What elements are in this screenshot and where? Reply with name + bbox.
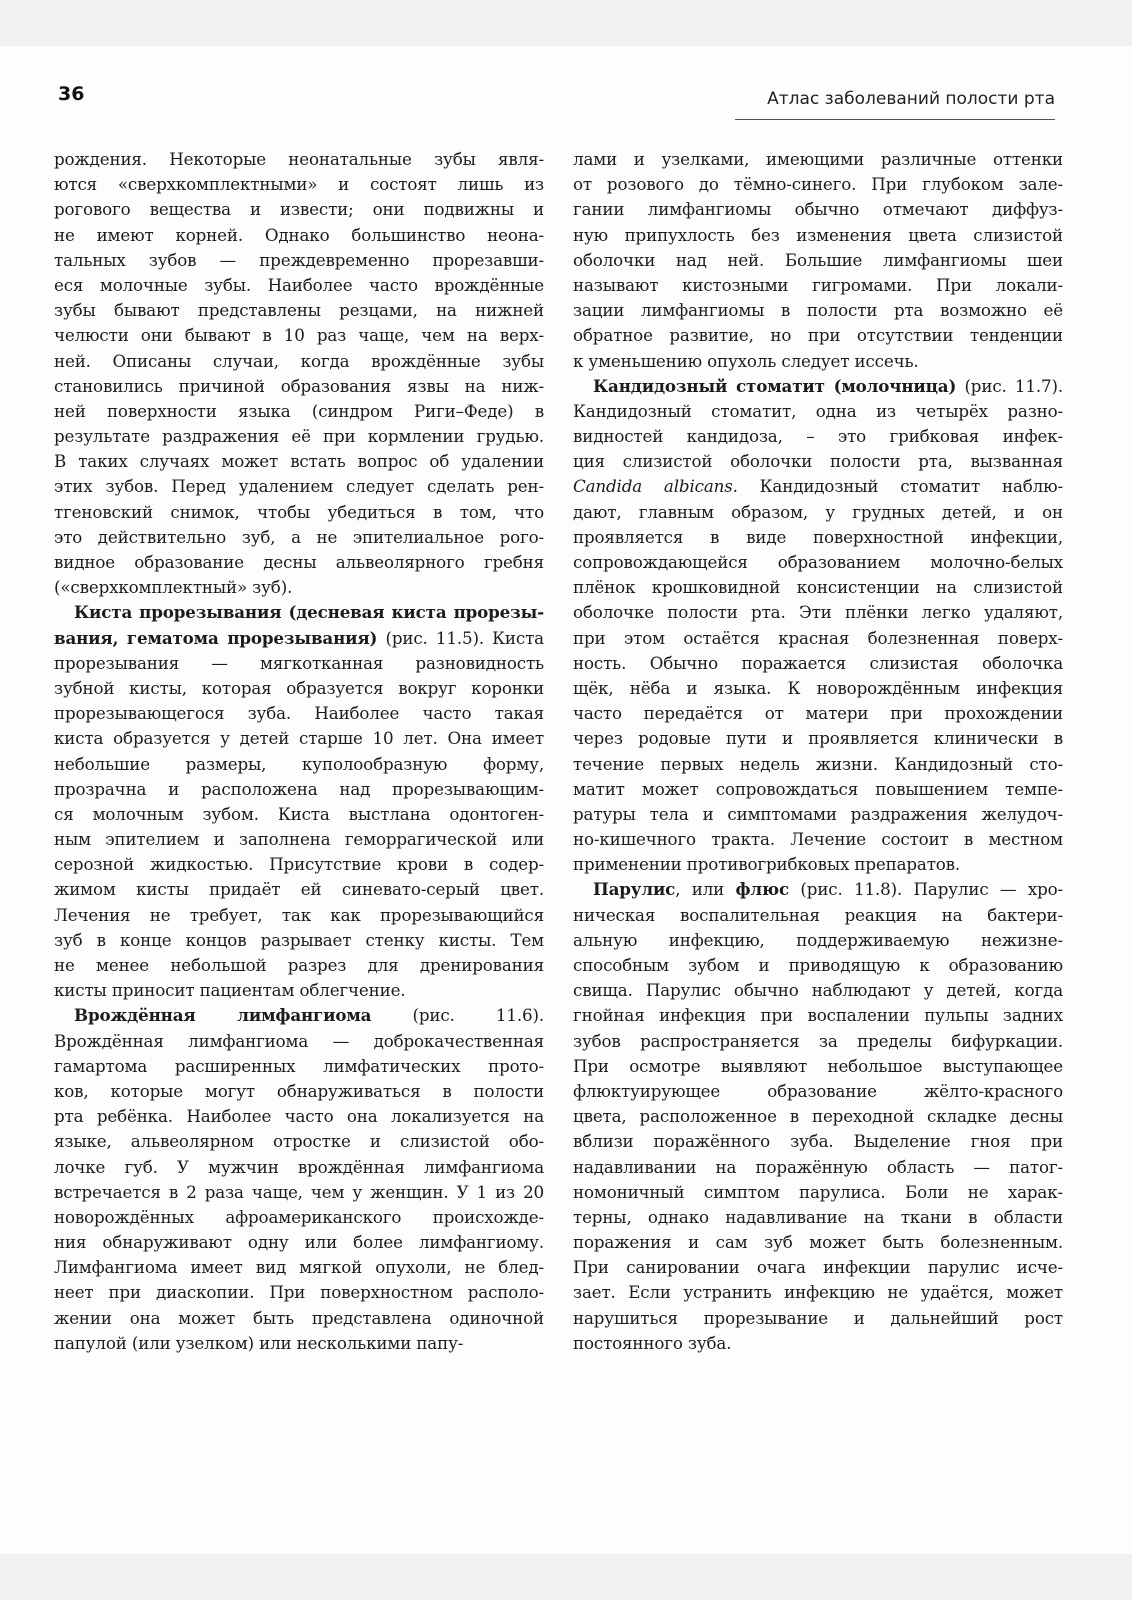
text-line bbox=[573, 1029, 1063, 1054]
bold-term: Врождённая лимфангиома bbox=[74, 1005, 372, 1026]
text-run: небольшие размеры, куполообразную форму, bbox=[54, 753, 544, 774]
text-line bbox=[54, 1129, 544, 1154]
text-run: через родовые пути и проявляется клинически в bbox=[573, 728, 1063, 749]
text-run: становились причиной образования язвы на ниж- bbox=[54, 375, 544, 396]
text-line bbox=[54, 248, 544, 273]
text-line bbox=[54, 525, 544, 550]
text-line bbox=[573, 474, 1063, 499]
italic-term: Candida albicans. bbox=[573, 476, 738, 497]
text-line bbox=[54, 1155, 544, 1180]
text-line bbox=[54, 852, 544, 877]
text-run: видное образование десны альвеолярного гребня bbox=[54, 552, 544, 572]
text-run: способным зубом и приводящую к образованию bbox=[573, 955, 1063, 975]
text-run: ней. Описаны случаи, когда врождённые зубы bbox=[54, 350, 544, 371]
text-run: серозной жидкостью. Присутствие крови в содер- bbox=[54, 854, 544, 875]
text-line bbox=[573, 777, 1063, 802]
bold-term: флюс bbox=[735, 879, 790, 900]
text-line bbox=[573, 1155, 1063, 1180]
text-line bbox=[573, 928, 1063, 953]
text-line bbox=[573, 374, 1063, 399]
text-run: поражения и сам зуб может быть болезненным. bbox=[573, 1232, 1063, 1253]
text-run: встречается в 2 раза чаще, чем у женщин. У 1 из 20 bbox=[54, 1181, 544, 1202]
text-line bbox=[54, 424, 544, 449]
text-line bbox=[54, 676, 544, 701]
text-run: папулой (или узелком) или несколькими папу- bbox=[54, 1332, 464, 1353]
text-line bbox=[573, 1003, 1063, 1028]
text-line bbox=[54, 1205, 544, 1230]
text-run: течение первых недель жизни. Кандидозный сто- bbox=[573, 753, 1063, 774]
text-run: часто передаётся от матери при прохождении bbox=[573, 703, 1063, 724]
text-run: (рис. 11.5). Киста bbox=[377, 627, 544, 648]
text-line bbox=[54, 550, 544, 575]
bold-term: Кандидозный стоматит (молочница) bbox=[593, 375, 957, 396]
text-line bbox=[54, 1054, 544, 1079]
left-column bbox=[54, 147, 544, 1356]
text-run: лами и узелками, имеющими различные оттенки bbox=[573, 149, 1063, 169]
text-run: зубы бывают представлены резцами, на нижней bbox=[54, 300, 544, 321]
text-run: Врождённая лимфангиома — доброкачественная bbox=[54, 1030, 544, 1051]
text-line bbox=[54, 1180, 544, 1205]
text-run: тгеновский снимок, чтобы убедиться в том, что bbox=[54, 501, 544, 522]
text-line bbox=[573, 1180, 1063, 1205]
text-run: применении противогрибковых препаратов. bbox=[573, 854, 961, 875]
text-line bbox=[54, 197, 544, 222]
text-line bbox=[54, 1104, 544, 1129]
text-line bbox=[573, 298, 1063, 323]
text-run: ную припухлость без изменения цвета слизистой bbox=[573, 224, 1063, 245]
text-line bbox=[54, 147, 544, 172]
text-line bbox=[573, 877, 1063, 902]
text-line bbox=[573, 147, 1063, 172]
text-run: рта ребёнка. Наиболее часто она локализуется на bbox=[54, 1106, 544, 1127]
text-line bbox=[573, 676, 1063, 701]
text-run: зации лимфангиомы в полости рта возможно её bbox=[573, 300, 1063, 321]
text-line bbox=[54, 1230, 544, 1255]
text-line bbox=[573, 197, 1063, 222]
text-run: свища. Парулис обычно наблюдают у детей, когда bbox=[573, 980, 1063, 1001]
text-line bbox=[54, 978, 544, 1003]
text-run: тальных зубов — преждевременно прорезавши- bbox=[54, 249, 544, 270]
text-line bbox=[54, 626, 544, 651]
text-line bbox=[573, 1205, 1063, 1230]
text-run: дают, главным образом, у грудных детей, и он bbox=[573, 501, 1063, 522]
text-line bbox=[54, 1331, 544, 1356]
bold-term: Киста прорезывания (десневая киста прорезы- bbox=[74, 602, 544, 623]
text-run: зает. Если устранить инфекцию не удаётся, может bbox=[573, 1282, 1063, 1303]
text-run: называют кистозными гигромами. При локали- bbox=[573, 274, 1063, 295]
text-line bbox=[54, 172, 544, 197]
text-line bbox=[573, 600, 1063, 625]
text-line bbox=[573, 525, 1063, 550]
text-line bbox=[573, 449, 1063, 474]
text-line bbox=[54, 752, 544, 777]
text-line bbox=[573, 1255, 1063, 1280]
text-run: альную инфекцию, поддерживаемую нежизне- bbox=[573, 929, 1063, 950]
scan-margin-bottom bbox=[0, 1554, 1132, 1600]
text-run: терны, однако надавливание на ткани в области bbox=[573, 1206, 1063, 1227]
text-line bbox=[573, 1129, 1063, 1154]
text-run: рогового вещества и извести; они подвижны и bbox=[54, 199, 544, 220]
text-line bbox=[573, 172, 1063, 197]
text-run: ция слизистой оболочки полости рта, вызванная bbox=[573, 451, 1063, 472]
text-line bbox=[573, 978, 1063, 1003]
text-run: этих зубов. Перед удалением следует сделать рен- bbox=[54, 476, 544, 497]
text-line bbox=[573, 726, 1063, 751]
text-run: ность. Обычно поражается слизистая оболочка bbox=[573, 652, 1063, 673]
text-line bbox=[573, 1104, 1063, 1129]
text-run: не имеют корней. Однако большинство неона- bbox=[54, 224, 544, 245]
text-run: плёнок крошковидной консистенции на слизистой bbox=[573, 577, 1063, 598]
text-run: прозрачна и расположена над прорезывающим- bbox=[54, 778, 544, 799]
text-run: При осмотре выявляют небольшое выступающее bbox=[573, 1055, 1063, 1076]
page-number: 36 bbox=[58, 83, 85, 105]
text-line bbox=[573, 273, 1063, 298]
text-run: но-кишечного тракта. Лечение состоит в местном bbox=[573, 829, 1063, 850]
text-line bbox=[54, 575, 544, 600]
text-line bbox=[573, 827, 1063, 852]
text-line bbox=[54, 374, 544, 399]
text-run: гнойная инфекция при воспалении пульпы задних bbox=[573, 1005, 1063, 1026]
text-line bbox=[573, 852, 1063, 877]
text-line bbox=[54, 449, 544, 474]
text-run: ней поверхности языка (синдром Риги–Феде) в bbox=[54, 400, 544, 421]
text-line bbox=[54, 1255, 544, 1280]
text-line bbox=[573, 1054, 1063, 1079]
text-line bbox=[54, 474, 544, 499]
text-line bbox=[54, 701, 544, 726]
text-run: ратуры тела и симптомами раздражения желудоч- bbox=[573, 803, 1063, 824]
text-line bbox=[54, 298, 544, 323]
bold-term: вания, гематома прорезывания) bbox=[54, 627, 378, 648]
text-run: (рис. 11.6). bbox=[371, 1005, 544, 1026]
text-line bbox=[573, 1230, 1063, 1255]
text-run: (рис. 11.8). Парулис — хро- bbox=[789, 879, 1064, 900]
text-run: это действительно зуб, а не эпителиальное рого- bbox=[54, 526, 544, 547]
text-line bbox=[573, 701, 1063, 726]
text-run: жении она может быть представлена одиночной bbox=[54, 1307, 544, 1328]
text-run: жимом кисты придаёт ей синевато-серый цвет. bbox=[54, 879, 544, 900]
text-run: прорезывания — мягкотканная разновидность bbox=[54, 652, 544, 673]
text-run: не менее небольшой разрез для дренирования bbox=[54, 955, 544, 975]
text-line bbox=[573, 626, 1063, 651]
text-run: Кандидозный стоматит, одна из четырёх разно- bbox=[573, 400, 1063, 421]
text-line bbox=[573, 1079, 1063, 1104]
text-run: В таких случаях может встать вопрос об удалении bbox=[54, 451, 544, 472]
text-line bbox=[573, 575, 1063, 600]
text-line bbox=[54, 726, 544, 751]
text-run: к уменьшению опухоль следует иссечь. bbox=[573, 350, 919, 371]
text-run: результате раздражения её при кормлении грудью. bbox=[54, 426, 544, 447]
text-line bbox=[54, 349, 544, 374]
text-run: зуб в конце концов разрывает стенку кисты. Тем bbox=[54, 929, 544, 950]
text-run: номоничный симптом парулиса. Боли не харак- bbox=[573, 1181, 1063, 1202]
text-run: постоянного зуба. bbox=[573, 1332, 732, 1353]
text-run: вблизи поражённого зуба. Выделение гноя при bbox=[573, 1131, 1063, 1152]
text-line bbox=[54, 877, 544, 902]
text-run: новорождённых афроамериканского происхожде- bbox=[54, 1206, 544, 1227]
text-run: ков, которые могут обнаруживаться в полости bbox=[54, 1080, 544, 1101]
text-run: лочке губ. У мужчин врождённая лимфангиома bbox=[54, 1156, 544, 1177]
text-run: при этом остаётся красная болезненная поверх- bbox=[573, 627, 1063, 648]
text-line bbox=[573, 1331, 1063, 1356]
text-run: видностей кандидоза, – это грибковая инфек- bbox=[573, 426, 1063, 447]
text-run: («сверхкомплектный» зуб). bbox=[54, 577, 293, 598]
text-run: ния обнаруживают одну или более лимфангиому. bbox=[54, 1232, 544, 1253]
text-line bbox=[573, 1306, 1063, 1331]
text-run: оболочки над ней. Большие лимфангиомы шеи bbox=[573, 249, 1063, 270]
header-rule bbox=[735, 119, 1055, 120]
text-line bbox=[573, 903, 1063, 928]
text-line bbox=[54, 323, 544, 348]
text-run: неет при диаскопии. При поверхностном располо- bbox=[54, 1282, 544, 1303]
text-run: проявляется в виде поверхностной инфекции, bbox=[573, 526, 1063, 547]
text-run: При санировании очага инфекции парулис исче- bbox=[573, 1257, 1063, 1278]
bold-term: Парулис bbox=[593, 879, 676, 900]
text-run: щёк, нёба и языка. К новорождённым инфекция bbox=[573, 677, 1063, 698]
scan-margin-top bbox=[0, 0, 1132, 46]
text-run: (рис. 11.7). bbox=[956, 375, 1063, 396]
text-run: оболочке полости рта. Эти плёнки легко удаляют, bbox=[573, 602, 1063, 623]
text-run: зубов распространяется за пределы бифуркации. bbox=[573, 1030, 1063, 1051]
text-run: прорезывающегося зуба. Наиболее часто такая bbox=[54, 703, 544, 724]
text-line bbox=[573, 550, 1063, 575]
text-run: нарушиться прорезывание и дальнейший рост bbox=[573, 1307, 1063, 1328]
text-line bbox=[54, 273, 544, 298]
text-run: еся молочные зубы. Наиболее часто врождённые bbox=[54, 274, 544, 295]
text-run: обратное развитие, но при отсутствии тенденции bbox=[573, 325, 1063, 346]
text-run: гамартома расширенных лимфатических прото- bbox=[54, 1055, 544, 1076]
text-run: кисты приносит пациентам облегчение. bbox=[54, 980, 406, 1001]
text-line bbox=[573, 424, 1063, 449]
text-line bbox=[573, 802, 1063, 827]
text-line bbox=[573, 248, 1063, 273]
text-line bbox=[54, 1003, 544, 1028]
text-run: гании лимфангиомы обычно отмечают диффуз- bbox=[573, 199, 1063, 220]
text-run: от розового до тёмно-синего. При глубоком зале- bbox=[573, 174, 1063, 195]
text-run: ническая воспалительная реакция на бактери- bbox=[573, 904, 1063, 925]
text-line bbox=[573, 399, 1063, 424]
text-run: Лечения не требует, так как прорезывающийся bbox=[54, 904, 544, 925]
text-line bbox=[54, 651, 544, 676]
text-line bbox=[54, 802, 544, 827]
text-run: цвета, расположенное в переходной складке десны bbox=[573, 1106, 1063, 1127]
text-line bbox=[54, 223, 544, 248]
text-run: матит может сопровождаться повышением темпе- bbox=[573, 778, 1063, 799]
text-run: ным эпителием и заполнена геморрагической или bbox=[54, 829, 544, 850]
text-run: ся молочным зубом. Киста выстлана одонтоген- bbox=[54, 803, 544, 824]
text-run: флюктуирующее образование жёлто-красного bbox=[573, 1080, 1063, 1101]
text-line bbox=[54, 777, 544, 802]
text-line bbox=[54, 903, 544, 928]
text-line bbox=[573, 953, 1063, 978]
text-line bbox=[573, 349, 1063, 374]
text-line bbox=[54, 500, 544, 525]
text-run: киста образуется у детей старше 10 лет. Она имеет bbox=[54, 728, 544, 749]
text-line bbox=[573, 500, 1063, 525]
text-line bbox=[573, 223, 1063, 248]
text-run: челюсти они бывают в 10 раз чаще, чем на верх- bbox=[54, 325, 544, 346]
right-column bbox=[573, 147, 1063, 1356]
text-run: зубной кисты, которая образуется вокруг коронки bbox=[54, 677, 544, 698]
text-line bbox=[573, 1280, 1063, 1305]
text-run: языке, альвеолярном отростке и слизистой обо- bbox=[54, 1131, 544, 1152]
text-line bbox=[54, 399, 544, 424]
text-run: , или bbox=[675, 879, 736, 900]
running-title: Атлас заболеваний полости рта bbox=[767, 89, 1055, 109]
text-line bbox=[54, 600, 544, 625]
text-run: рождения. Некоторые неонатальные зубы явля- bbox=[54, 149, 544, 169]
text-line bbox=[54, 1306, 544, 1331]
text-run: надавливании на поражённую область — патог- bbox=[573, 1156, 1063, 1177]
text-line bbox=[54, 827, 544, 852]
text-line bbox=[54, 928, 544, 953]
text-run: Кандидозный стоматит наблю- bbox=[737, 476, 1063, 497]
text-line bbox=[573, 752, 1063, 777]
text-line bbox=[54, 1280, 544, 1305]
text-run: ются «сверхкомплектными» и состоят лишь из bbox=[54, 174, 544, 195]
text-line bbox=[54, 1079, 544, 1104]
text-line bbox=[54, 953, 544, 978]
text-line bbox=[573, 323, 1063, 348]
text-run: сопровождающейся образованием молочно-белых bbox=[573, 552, 1063, 572]
text-line bbox=[54, 1029, 544, 1054]
text-line bbox=[573, 651, 1063, 676]
text-run: Лимфангиома имеет вид мягкой опухоли, не блед- bbox=[54, 1257, 544, 1278]
